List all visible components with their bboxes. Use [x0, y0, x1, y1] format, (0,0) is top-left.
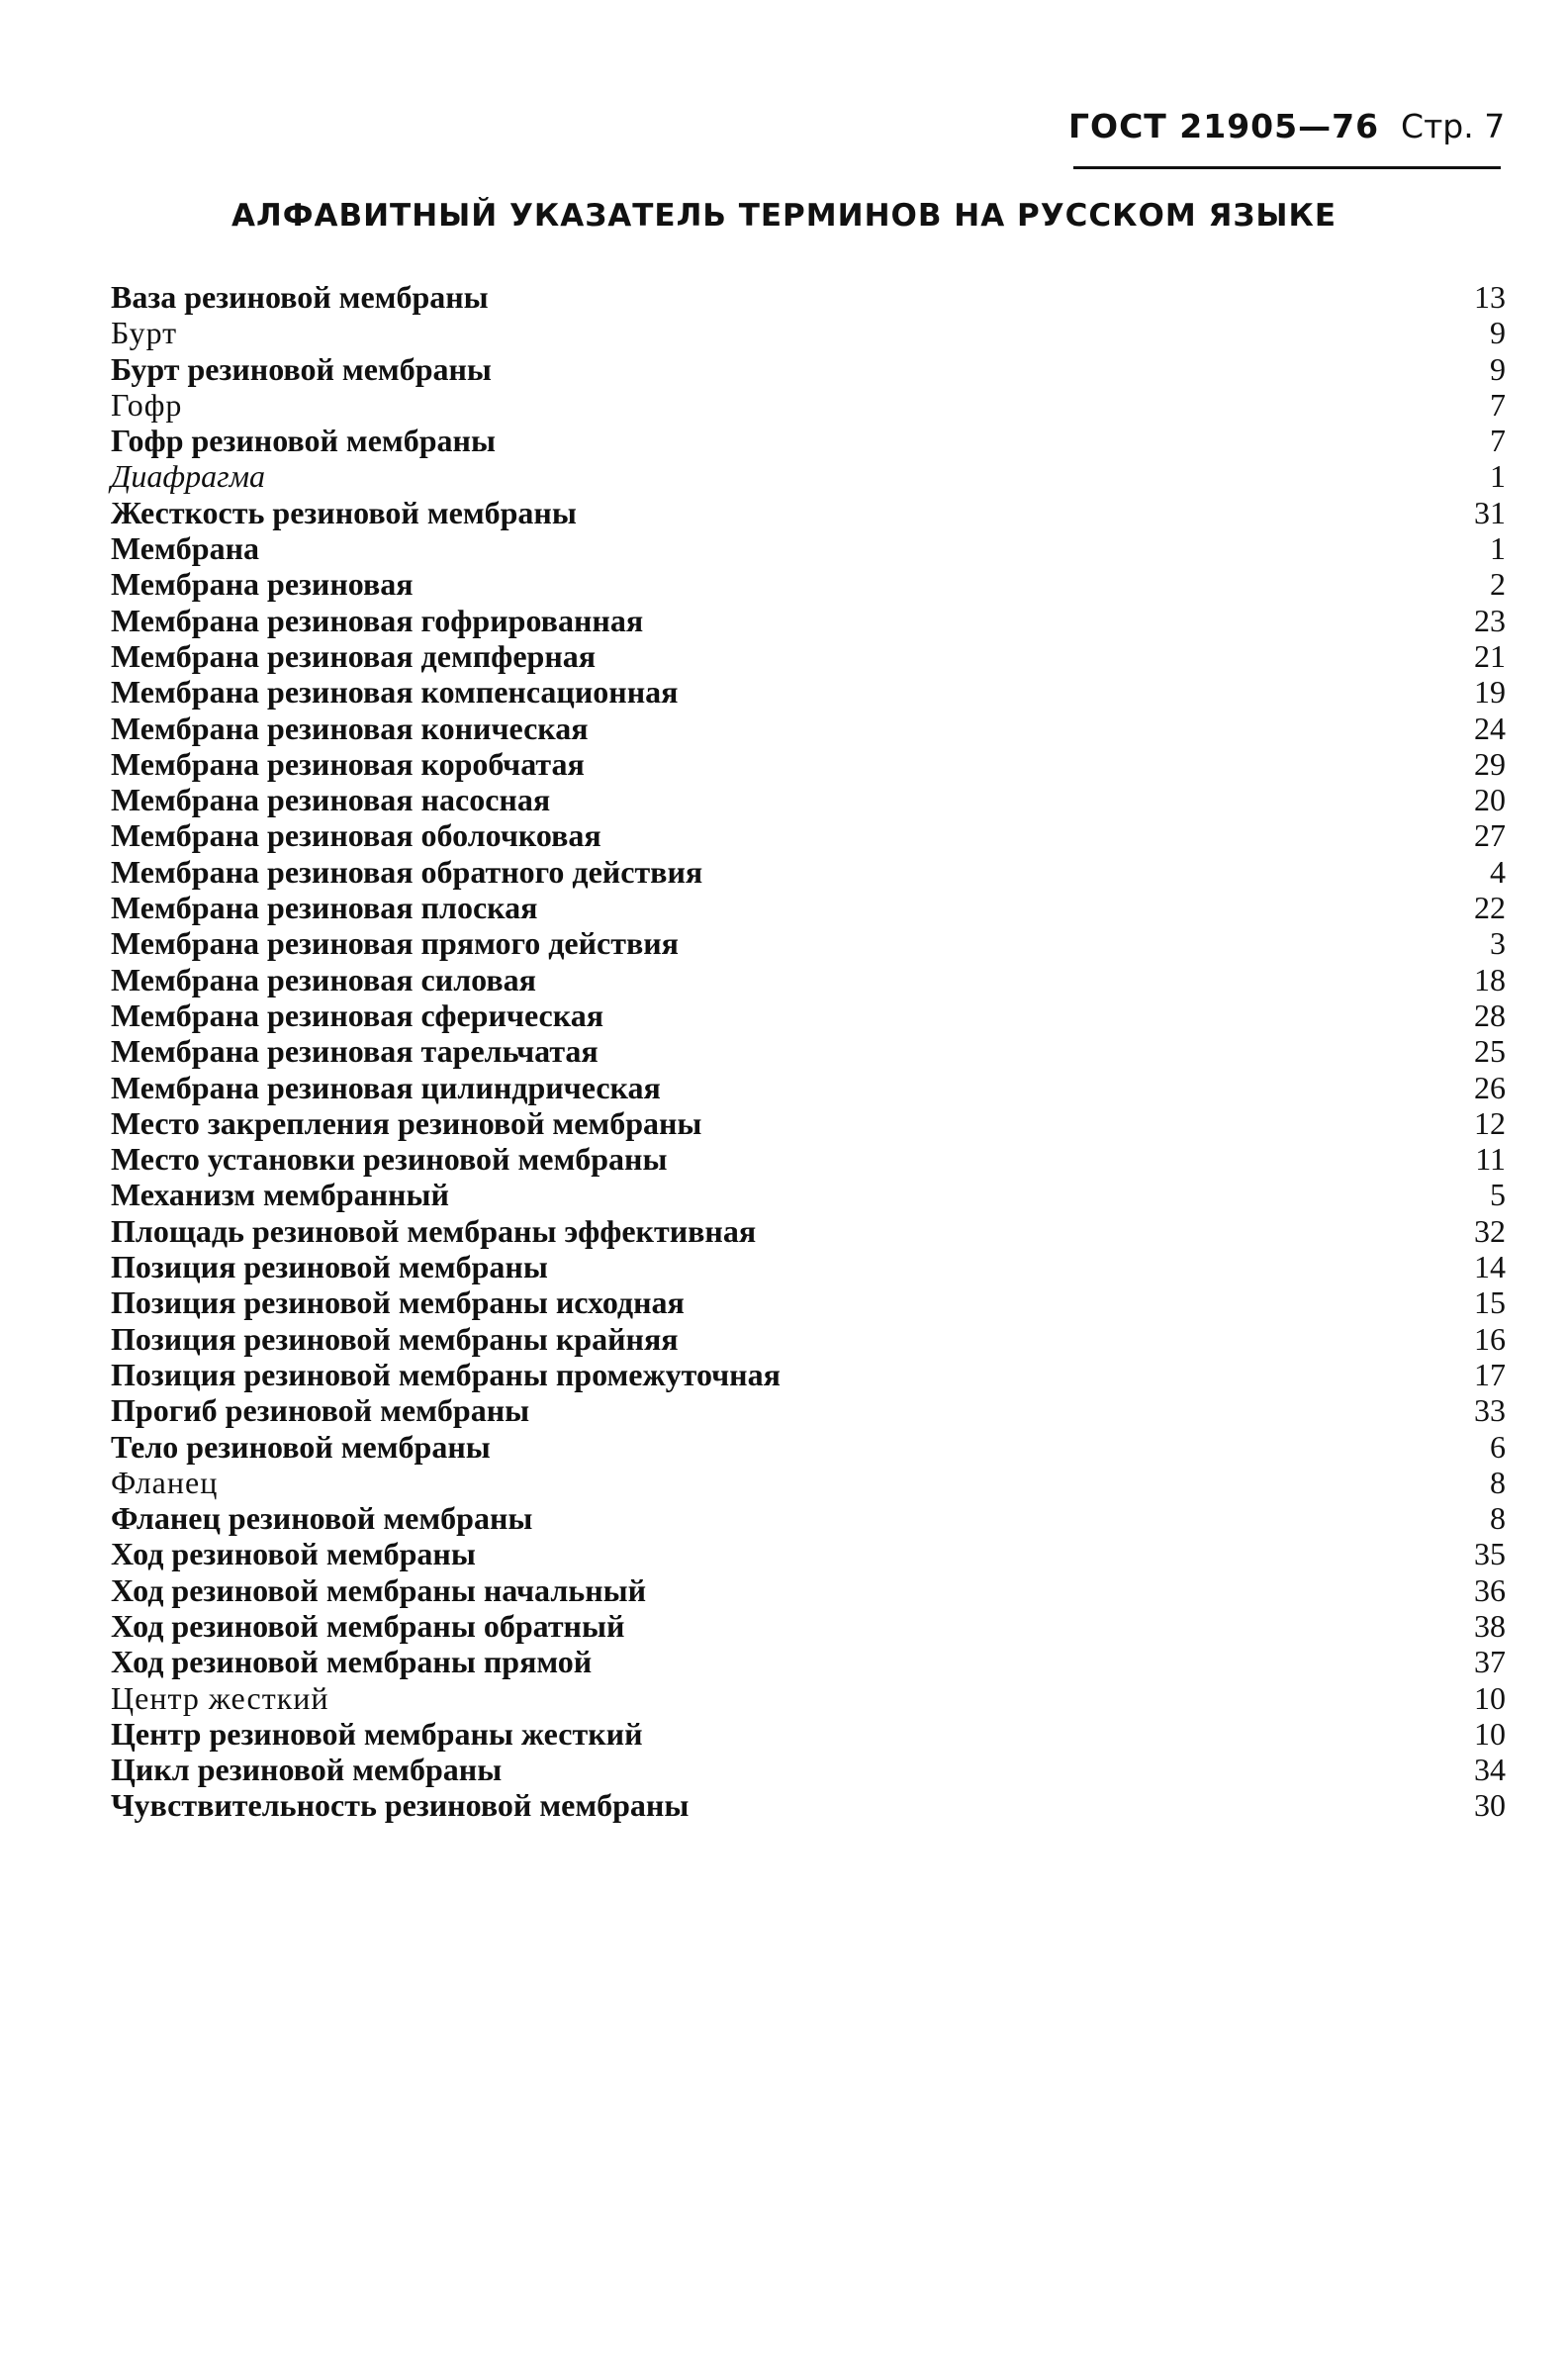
index-reference-number: 21: [1474, 637, 1506, 674]
index-term: Фланец резиновой мембраны: [111, 1500, 533, 1537]
index-entry: [111, 1752, 1506, 1787]
index-reference-number: 1: [1490, 458, 1506, 495]
index-reference-number: 19: [1474, 674, 1506, 711]
page-number: Стр. 7: [1401, 107, 1506, 145]
index-reference-number: 20: [1474, 782, 1506, 818]
index-term: Позиция резиновой мембраны промежуточная: [111, 1356, 781, 1392]
index-reference-number: 10: [1474, 1715, 1506, 1752]
index-reference-number: 7: [1490, 386, 1506, 423]
index-term: Площадь резиновой мембраны эффективная: [111, 1212, 757, 1249]
index-reference-number: 10: [1474, 1679, 1506, 1716]
index-entry: [111, 1787, 1506, 1823]
index-term: Мембрана резиновая коническая: [111, 710, 589, 746]
index-reference-number: 4: [1490, 853, 1506, 890]
index-reference-number: 6: [1490, 1428, 1506, 1465]
index-reference-number: 13: [1474, 279, 1506, 315]
index-entry: [111, 1070, 1506, 1105]
index-term: Гофр резиновой мембраны: [111, 423, 496, 459]
index-reference-number: 24: [1474, 710, 1506, 746]
index-reference-number: 27: [1474, 817, 1506, 854]
index-reference-number: 18: [1474, 961, 1506, 997]
index-term: Жесткость резиновой мембраны: [111, 494, 577, 530]
index-entry: [111, 458, 1506, 494]
index-entry: [111, 566, 1506, 602]
index-entry: [111, 1500, 1506, 1536]
index-entry: [111, 1429, 1506, 1465]
page-header: [1068, 107, 1504, 145]
index-reference-number: 31: [1474, 494, 1506, 530]
index-term: Мембрана: [111, 530, 260, 567]
index-term: Мембрана резиновая: [111, 566, 414, 603]
index-reference-number: 29: [1474, 745, 1506, 782]
index-term: Мембрана резиновая силовая: [111, 961, 536, 997]
index-term: Место закрепления резиновой мембраны: [111, 1104, 702, 1141]
index-reference-number: 12: [1474, 1104, 1506, 1141]
index-reference-number: 23: [1474, 602, 1506, 638]
index-entry: [111, 1249, 1506, 1284]
index-term: Мембрана резиновая компенсационная: [111, 674, 679, 711]
index-term: Механизм мембранный: [111, 1177, 449, 1213]
index-entry: [111, 1572, 1506, 1608]
index-entry: [111, 890, 1506, 925]
index-entry: [111, 1033, 1506, 1069]
index-entry: [111, 1321, 1506, 1357]
index-entry: [111, 530, 1506, 566]
index-term: Бурт: [111, 315, 178, 351]
index-term: Бурт резиновой мембраны: [111, 350, 492, 387]
index-term: Мембрана резиновая цилиндрическая: [111, 1069, 661, 1105]
index-entry: [111, 854, 1506, 890]
index-entry: [111, 1284, 1506, 1320]
index-reference-number: 1: [1490, 530, 1506, 567]
index-entry: [111, 674, 1506, 710]
index-entry: [111, 817, 1506, 853]
index-entry: [111, 1716, 1506, 1752]
index-entry: [111, 423, 1506, 458]
index-reference-number: 8: [1490, 1500, 1506, 1537]
index-entry: [111, 1177, 1506, 1212]
index-term: Центр жесткий: [111, 1679, 329, 1716]
index-reference-number: 26: [1474, 1069, 1506, 1105]
index-term: Ход резиновой мембраны прямой: [111, 1644, 593, 1680]
index-term: Мембрана резиновая тарельчатая: [111, 1033, 599, 1070]
index-reference-number: 37: [1474, 1644, 1506, 1680]
index-term: Позиция резиновой мембраны исходная: [111, 1284, 685, 1321]
index-reference-number: 5: [1490, 1177, 1506, 1213]
index-entry: [111, 1105, 1506, 1141]
index-reference-number: 22: [1474, 890, 1506, 926]
index-entry: [111, 711, 1506, 746]
index-entry: [111, 279, 1506, 315]
index-title: АЛФАВИТНЫЙ УКАЗАТЕЛЬ ТЕРМИНОВ НА РУССКОМ ЯЗЫКЕ: [231, 198, 1337, 234]
index-term: Тело резиновой мембраны: [111, 1428, 491, 1465]
index-reference-number: 16: [1474, 1320, 1506, 1357]
index-reference-number: 9: [1490, 315, 1506, 351]
term-index-list: [111, 279, 1506, 1824]
index-entry: [111, 351, 1506, 387]
index-reference-number: 9: [1490, 350, 1506, 387]
index-entry: [111, 315, 1506, 350]
index-reference-number: 8: [1490, 1464, 1506, 1500]
index-reference-number: 35: [1474, 1536, 1506, 1572]
index-term: Мембрана резиновая коробчатая: [111, 745, 585, 782]
index-reference-number: 2: [1490, 566, 1506, 603]
index-term: Чувствительность резиновой мембраны: [111, 1787, 690, 1824]
index-entry: [111, 1608, 1506, 1644]
index-reference-number: 14: [1474, 1249, 1506, 1285]
index-term: Центр резиновой мембраны жесткий: [111, 1715, 643, 1752]
index-entry: [111, 1392, 1506, 1428]
index-entry: [111, 1213, 1506, 1249]
index-term: Мембрана резиновая насосная: [111, 782, 551, 818]
index-reference-number: 3: [1490, 925, 1506, 962]
index-entry: [111, 387, 1506, 423]
index-term: Мембрана резиновая плоская: [111, 890, 538, 926]
index-reference-number: 34: [1474, 1752, 1506, 1788]
index-entry: [111, 1680, 1506, 1716]
index-reference-number: 33: [1474, 1392, 1506, 1429]
index-term: Ваза резиновой мембраны: [111, 279, 489, 315]
index-term: Мембрана резиновая оболочковая: [111, 817, 601, 854]
index-term: Ход резиновой мембраны начальный: [111, 1571, 647, 1608]
header-rule: [1073, 166, 1501, 169]
index-term: Место установки резиновой мембраны: [111, 1141, 668, 1178]
index-entry: [111, 1465, 1506, 1500]
standard-number: ГОСТ 21905—76: [1068, 107, 1380, 145]
index-entry: [111, 1141, 1506, 1177]
index-entry: [111, 997, 1506, 1033]
index-reference-number: 11: [1475, 1141, 1506, 1178]
index-reference-number: 28: [1474, 997, 1506, 1033]
index-entry: [111, 495, 1506, 530]
index-entry: [111, 746, 1506, 782]
index-reference-number: 25: [1474, 1033, 1506, 1070]
index-term: Ход резиновой мембраны обратный: [111, 1607, 625, 1644]
index-term: Позиция резиновой мембраны: [111, 1249, 548, 1285]
index-reference-number: 17: [1474, 1356, 1506, 1392]
index-entry: [111, 638, 1506, 674]
index-term: Мембрана резиновая прямого действия: [111, 925, 679, 962]
index-reference-number: 30: [1474, 1787, 1506, 1824]
index-term: Мембрана резиновая обратного действия: [111, 853, 703, 890]
index-reference-number: 38: [1474, 1607, 1506, 1644]
index-term: Диафрагма: [111, 458, 265, 495]
index-entry: [111, 1536, 1506, 1571]
index-term: Позиция резиновой мембраны крайняя: [111, 1320, 679, 1357]
index-reference-number: 36: [1474, 1571, 1506, 1608]
index-term: Гофр: [111, 386, 183, 423]
index-term: Цикл резиновой мембраны: [111, 1752, 503, 1788]
index-entry: [111, 962, 1506, 997]
index-reference-number: 7: [1490, 423, 1506, 459]
index-term: Прогиб резиновой мембраны: [111, 1392, 530, 1429]
index-entry: [111, 1357, 1506, 1392]
index-entry: [111, 782, 1506, 817]
index-reference-number: 32: [1474, 1212, 1506, 1249]
index-entry: [111, 603, 1506, 638]
index-reference-number: 15: [1474, 1284, 1506, 1321]
index-entry: [111, 925, 1506, 961]
index-term: Мембрана резиновая гофрированная: [111, 602, 644, 638]
index-term: Фланец: [111, 1464, 219, 1500]
index-term: Мембрана резиновая демпферная: [111, 637, 597, 674]
index-term: Ход резиновой мембраны: [111, 1536, 476, 1572]
index-entry: [111, 1644, 1506, 1679]
index-term: Мембрана резиновая сферическая: [111, 997, 604, 1033]
